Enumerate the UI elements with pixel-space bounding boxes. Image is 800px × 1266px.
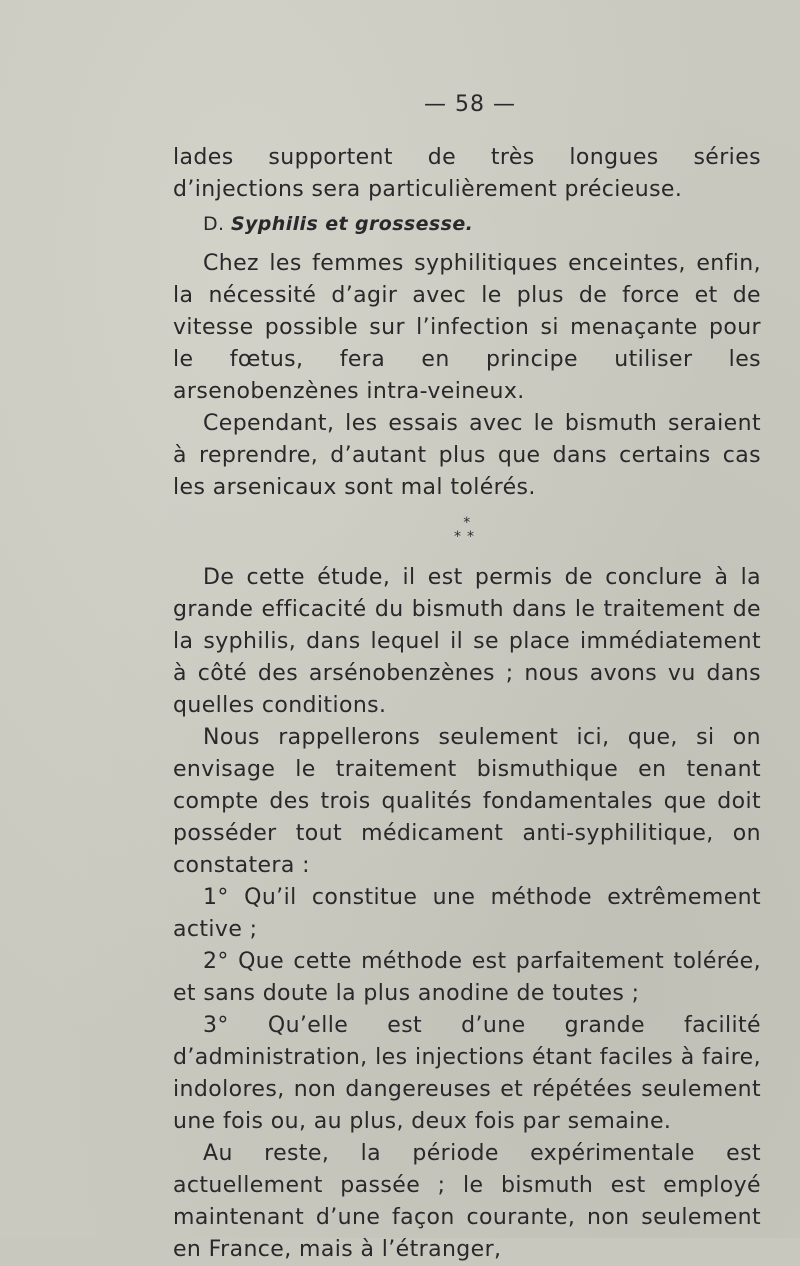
paragraph-bismuth-trials: Cependant, les essais avec le bismuth seraient à reprendre, d’autant plus que dans certains cas les arsenicaux sont mal tolérés. — [173, 411, 761, 500]
list-item-3: 3° Qu’elle est d’une grande facilité d’administration, les injections étant faciles à faire, indolores, non dangereuses et répétées seulement une fois ou, au plus, deux fois par semaine. — [173, 1013, 761, 1134]
list-item-2: 2° Que cette méthode est parfaitement tolérée, et sans doute la plus anodine de toutes ; — [173, 949, 761, 1006]
paragraph-conclusion: De cette étude, il est permis de conclure à la grande efficacité du bismuth dans le traitement de la syphilis, dans lequel il se place immédiatement à côté des arsénobenzènes ; nous avons vu dans quelles conditions. — [173, 565, 761, 718]
paragraph-pregnancy: Chez les femmes syphilitiques enceintes, enfin, la nécessité d’agir avec le plus de force et de vitesse possible sur l’infection si menaçante pour le fœtus, fera en principe utiliser les arsenobenzènes intra-veineux. — [173, 251, 761, 404]
list-item-1: 1° Qu’il constitue une méthode extrêmement active ; — [173, 885, 761, 942]
section-title: Syphilis et grossesse. — [230, 213, 474, 235]
paragraph-continuation: lades supportent de très longues séries d’injections sera particulièrement précieuse. — [173, 145, 761, 202]
section-heading — [173, 208, 761, 240]
section-letter: D. — [203, 213, 225, 235]
body-text — [173, 142, 761, 1266]
asterism-bottom: ** — [454, 529, 480, 545]
page-number: — 58 — — [424, 92, 516, 117]
paragraph-current-use: Au reste, la période expérimentale est actuellement passée ; le bismuth est employé maintenant d’une façon courante, non seulement en France, mais à l’étranger, — [173, 1141, 761, 1262]
asterism-divider — [173, 516, 761, 544]
asterism-top: * — [463, 515, 471, 531]
paragraph-qualities: Nous rappellerons seulement ici, que, si on envisage le traitement bismuthique en tenant compte des trois qualités fondamentales que doit posséder tout médicament anti-syphilitique, on constatera : — [173, 725, 761, 878]
